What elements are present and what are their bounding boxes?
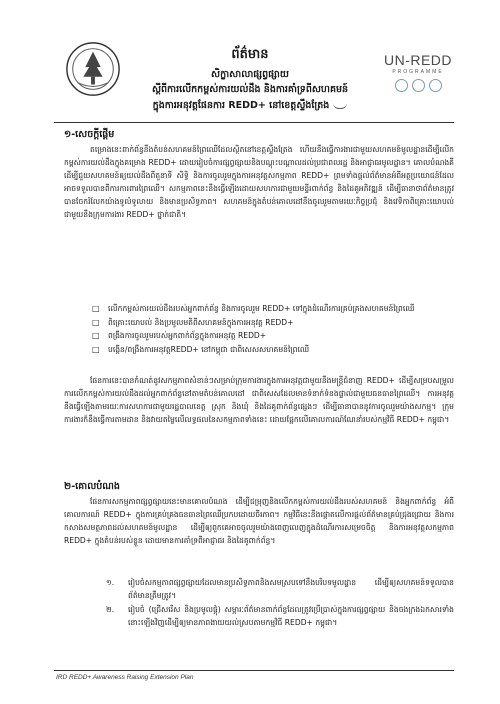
flourish-icon bbox=[333, 102, 347, 109]
list-item: □ លើកកម្ពស់ការយល់ដឹងរបស់អ្នកពាក់ព័ន្ធ និងការចូលរួម REDD+ ទៅក្នុងដំណើរការគ្រប់គ្រងសហគមន៍ព្រៃឈើ bbox=[92, 302, 452, 316]
list-item-text: រៀបចំសកម្មភាពផ្សព្វផ្សាយដែលមានប្រសិទ្ធភាពនិងសមស្របទៅនឹងបរិបទមូលដ្ឋាន ដើម្បីឲ្យសហគមន៍ទទួលបានព័ត៌មានត្រឹមត្រូវ។ bbox=[128, 578, 454, 600]
list-item-text: រៀបចំ (ជ្រើសរើស និងប្រមូលផ្តុំ) សម្ភារៈព័ត៌មានពាក់ព័ន្ធដែលត្រូវប្រើប្រាស់ក្នុងការផ្សព្វផ្សាយ និងចងក្រងឯកសារទាំងនោះឡើងវិញដើម្បីឲ្យមានភាពងាយយល់ស្របតាមកម្មវិធី REDD+ កម្ពុជា។ bbox=[128, 605, 454, 627]
header-topic: ស្តីពីការលើកកម្ពស់ការយល់ដឹង និងការគាំទ្រពីសហគមន៍ bbox=[151, 84, 349, 95]
header-divider bbox=[54, 122, 454, 123]
section-1-title: ១-សេចក្តីផ្តើម bbox=[64, 129, 115, 140]
list-item: □ ពង្រឹងការចូលរួមរបស់អ្នកពាក់ព័ន្ធក្នុងការអនុវត្ត REDD+ bbox=[92, 329, 452, 343]
list-item-number: ១. bbox=[106, 578, 115, 587]
section-2-paragraph: ផែនការសកម្មភាពផ្សព្វផ្សាយនេះមានគោលបំណង ដើម្បីជម្រុញនិងលើកកម្ពស់ការយល់ដឹងរបស់សហគមន៍ និងអ្នកពាក់ព័ន្ធ អំពីគោលការណ៍ REDD+ ក្នុងការគ្រប់គ្រងធនធានព្រៃឈើប្រកបដោយចីរភាព។ កម្មវិធីនេះនឹងផ្តោតលើការផ្តល់ព័ត៌មានគ្រប់ជ្រុងជ្រោយ និងការកសាងសមត្ថភាពដល់សហគមន៍មូលដ្ឋាន ដើម្បីឲ្យពួកគេអាចចូលរួមយ៉ាងពេញលេញក្នុងដំណើរការសម្រេចចិត្ត និងការអនុវត្តសកម្មភាព REDD+ ក្នុងតំបន់របស់ខ្លួន ដោយមានការគាំទ្រពីអាជ្ញាធរ និងដៃគូពាក់ព័ន្ធ។ bbox=[64, 497, 454, 545]
header-location bbox=[0, 99, 500, 113]
section-2-numbered-list bbox=[106, 576, 454, 630]
section-1-paragraph: តម្រោងនេះពាក់ព័ន្ធនឹងតំបន់សហគមន៍ព្រៃឈើដែលស្ថិតនៅខេត្តស្ទឹងត្រែង ហើយនឹងធ្វើការងារជាមួយសហគមន៍មូលដ្ឋានដើម្បីលើកកម្ពស់ការយល់ដឹងក្នុងគម្រោង REDD+ ដោយរៀបចំការផ្សព្វផ្សាយនិងបណ្តុះបណ្តាលដល់ប្រជាពលរដ្ឋ និងអាជ្ញាធរមូលដ្ឋាន។ គោលបំណងគឺដើម្បីជួយសហគមន៍ឲ្យយល់ដឹងពីតួនាទី សិទ្ធិ និងការចូលរួមក្នុងការអនុវត្តសកម្មភាព REDD+ ព្រមទាំងផ្តល់ព័ត៌មានអំពីអត្ថប្រយោជន៍ដែលអាចទទួលបានពីការការពារព្រៃឈើ។ សកម្មភាពនេះនឹងធ្វើឡើងដោយសហការជាមួយមន្ទីរពាក់ព័ន្ធ និងដៃគូអភិវឌ្ឍន៍ ដើម្បីធានាថាព័ត៌មានត្រូវបានចែករំលែកយ៉ាងទូលំទូលាយ និងមានប្រសិទ្ធភាព។ សហគមន៍ក្នុងតំបន់គោលដៅនឹងចូលរួមតាមរយៈកិច្ចប្រជុំ និងវេទិកាពិគ្រោះយោបល់ ជាមួយនឹងក្រុមការងារ REDD+ ថ្នាក់ជាតិ។ bbox=[64, 145, 454, 219]
unep-logo-icon bbox=[429, 79, 442, 92]
section-2-title: ២-គោលបំណង bbox=[64, 481, 120, 492]
un-redd-logo-text: UN-REDD bbox=[383, 52, 453, 68]
footer-text: IRD REDD+ Awareness Raising Extension Plan bbox=[56, 674, 194, 681]
partner-logos bbox=[372, 79, 464, 92]
list-item: □ ពិគ្រោះយោបល់ និងប្រមូលមតិពីសហគមន៍ក្នុងការអនុវត្ត REDD+ bbox=[92, 316, 452, 330]
footer-divider bbox=[54, 670, 454, 671]
header-title: ព័ត៌មាន bbox=[231, 47, 269, 62]
undp-logo-icon bbox=[412, 79, 425, 92]
list-item bbox=[106, 603, 454, 629]
list-item bbox=[106, 576, 454, 602]
fao-logo-icon bbox=[395, 79, 408, 92]
header-location-text: ក្នុងការអនុវត្តផែនការ REDD+ នៅខេត្តស្ទឹងត្រែង bbox=[152, 100, 330, 111]
section-1-paragraph-2: ផែនការនេះបានកំណត់នូវសកម្មភាពសំខាន់ៗសម្រាប់ក្រុមការងារក្នុងការអនុវត្តជាមួយនឹងមន្ត្រីជំនាញ REDD+ ដើម្បីសម្របសម្រួលការលើកកម្ពស់ការយល់ដឹងដល់អ្នកពាក់ព័ន្ធនៅតាមតំបន់គោលដៅ ជាពិសេសដែលមានទំនាក់ទំនងផ្ទាល់ជាមួយធនធានព្រៃឈើ។ ការអនុវត្តនឹងធ្វើឡើងតាមរយៈការសហការជាមួយរដ្ឋបាលខេត្ត ស្រុក និងឃុំ និងដៃគូពាក់ព័ន្ធផ្សេងៗ ដើម្បីធានាបាននូវការចូលរួមយ៉ាងសកម្ម។ ក្រុមការងារក៏នឹងធ្វើការតាមដាន និងវាយតម្លៃលើលទ្ធផលនៃសកម្មភាពទាំងនេះ ដោយផ្អែកលើគោលការណ៍ណែនាំរបស់កម្មវិធី REDD+ កម្ពុជា។ bbox=[64, 376, 454, 424]
list-item-number: ២. bbox=[106, 605, 115, 614]
un-redd-logo-sub: PROGRAMME bbox=[392, 69, 444, 75]
un-redd-logo bbox=[372, 52, 464, 92]
list-item: □ បង្កើន/ពង្រឹងការអនុវត្តREDD+ នៅកម្ពុជា ជាពិសេសសហគមន៍ព្រៃឈើ bbox=[92, 343, 452, 357]
section-1-bullets bbox=[92, 302, 452, 356]
header-subtitle: សិក្ខាសាលាផ្សព្វផ្សាយ bbox=[211, 69, 289, 80]
